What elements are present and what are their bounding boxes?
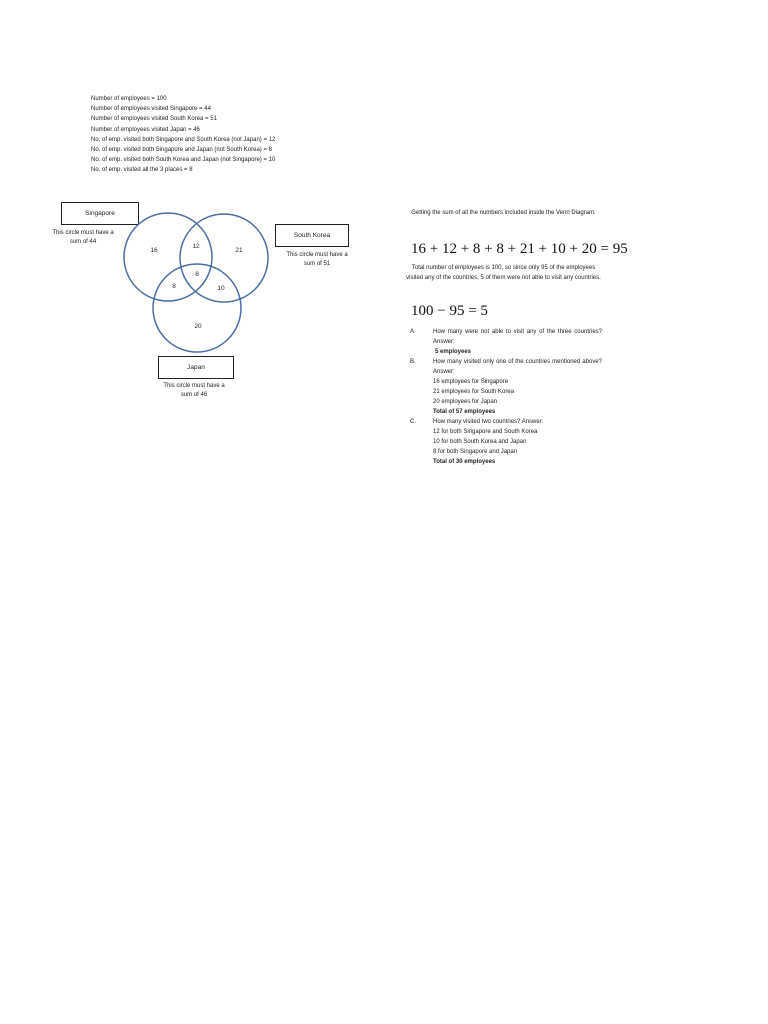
answer-total: Total of 30 employees — [433, 459, 496, 465]
japan-note — [151, 382, 237, 400]
question-letter: C. — [410, 419, 416, 425]
given-line: Number of employees visited Japan = 46 — [91, 126, 200, 133]
intro-text: Getting the sum of all the numbers included inside the Venn Diagram: — [411, 210, 596, 216]
given-line: Number of employees visited Singapore = 44 — [91, 106, 211, 113]
region-all-three: 8 — [195, 271, 199, 278]
south-korea-note-line: sum of 51 — [303, 261, 331, 267]
question-c — [410, 417, 602, 427]
question-letter: B. — [410, 359, 416, 365]
given-line: Number of employees visited South Korea = 51 — [91, 116, 217, 123]
answer-line: 20 employees for Japan — [433, 399, 498, 405]
south-korea-note-line: This circle must have a — [286, 252, 348, 258]
south-korea-label: South Korea — [293, 232, 331, 239]
singapore-label: Singapore — [85, 210, 115, 217]
question-b — [410, 357, 602, 377]
japan-note-line: sum of 46 — [180, 392, 208, 398]
answer-total: Total of 57 employees — [433, 409, 496, 415]
singapore-circle — [124, 213, 212, 301]
venn-diagram — [110, 200, 290, 360]
japan-label: Japan — [187, 364, 205, 371]
question-text: How many visited two countries? Answer: — [433, 419, 544, 425]
sum-equation: 16 + 12 + 8 + 8 + 21 + 10 + 20 = 95 — [411, 241, 628, 257]
difference-equation: 100 − 95 = 5 — [411, 303, 488, 319]
question-text: How many were not able to visit any of the three countries? Answer: — [433, 329, 602, 345]
question-letter: A. — [410, 329, 416, 335]
given-line: No. of emp. visited both South Korea and Japan (not Singapore) = 10 — [91, 157, 276, 164]
answer-line: 8 for both Singapore and Japan — [433, 449, 518, 455]
given-line: Number of employees = 100 — [91, 96, 167, 102]
question-text: How many visited only one of the countries mentioned above? Answer: — [433, 359, 602, 375]
answer-line: 21 employees for South Korea — [433, 389, 515, 395]
explanation-text: Total number of employees is 100, so since only 95 of the employees visited any of the countries, 5 of them were not able to visit any countries. — [406, 265, 601, 281]
given-data — [91, 94, 275, 176]
answer-line: 10 for both South Korea and Japan — [433, 439, 527, 445]
region-singapore-japan: 8 — [172, 283, 176, 290]
region-singapore-only: 16 — [150, 247, 158, 254]
given-line: No. of emp. visited both Singapore and South Korea (not Japan) = 12 — [91, 136, 276, 143]
japan-note-line: This circle must have a — [163, 383, 225, 389]
given-line: No. of emp. visited both Singapore and Japan (not South Korea) = 8 — [91, 147, 272, 154]
singapore-note-line: This circle must have a — [52, 230, 114, 236]
given-line: No. of emp. visited all the 3 places = 8 — [91, 167, 193, 174]
answer-line: 12 for both Singapore and South Korea — [433, 429, 538, 435]
region-korea-japan: 10 — [217, 285, 225, 292]
region-korea-only: 21 — [235, 247, 243, 254]
question-a — [410, 327, 602, 347]
answer-line: 5 employees — [435, 349, 472, 355]
singapore-note-line: sum of 44 — [69, 239, 97, 245]
answer-line: 16 employees for Singapore — [433, 379, 509, 385]
region-singapore-korea: 12 — [192, 243, 200, 250]
questions-section — [410, 327, 602, 467]
region-japan-only: 20 — [194, 323, 202, 330]
